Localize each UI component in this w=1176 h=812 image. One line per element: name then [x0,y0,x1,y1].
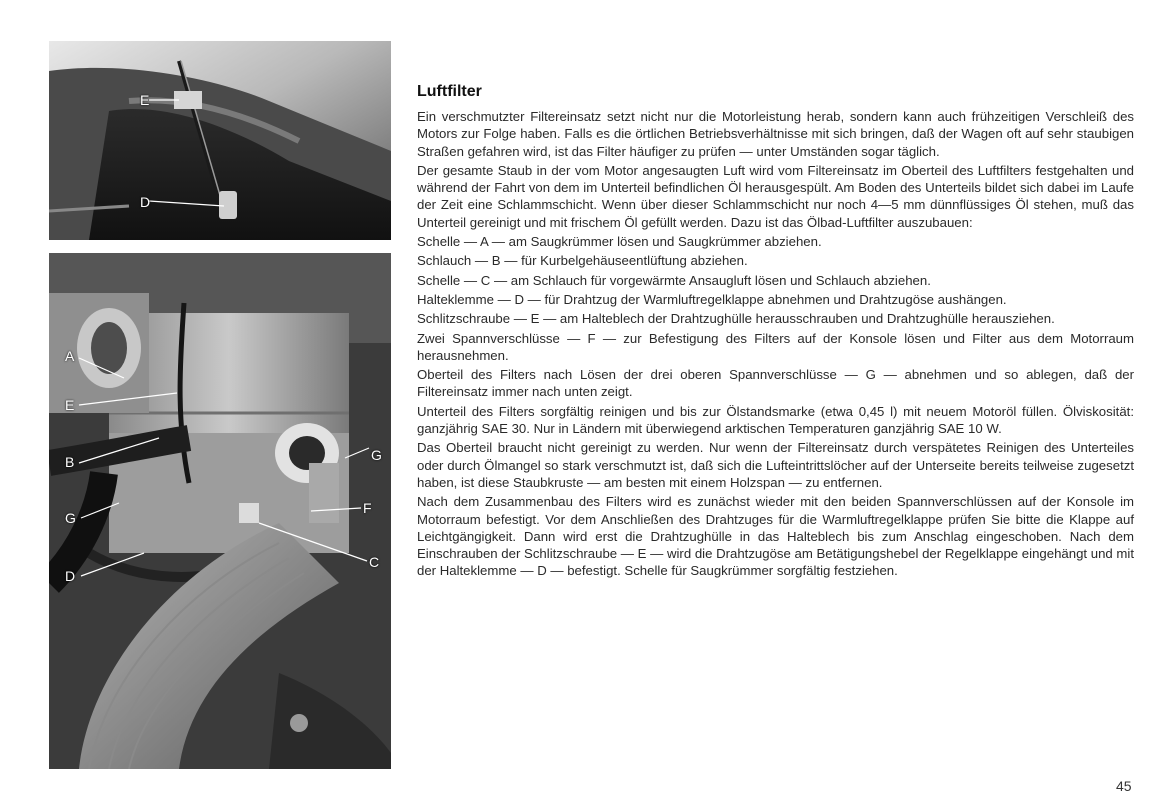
callout-f: F [363,500,372,516]
instruction-step: Oberteil des Filters nach Lösen der drei oberen Spannverschlüsse — G — abnehmen und so ablegen, daß der Filtereinsatz immer nach unten zeigt. [417,367,1134,400]
callout-d: D [65,568,76,584]
paragraph: Der gesamte Staub in der vom Motor angesaugten Luft wird vom Filtereinsatz im Oberteil des Luftfilters festgehalten und während der Fahrt von dem im Unterteil befindlichen Öl herausgespült. Am Boden des Unterteils bildet sich dabei im Laufe der Zeit eine Schlammschicht. Wenn über dieser Schlammschicht nur noch 4—5 mm dünnflüssiges Öl stehen, muß das Unterteil gereinigt und mit frischem Öl gefüllt werden. Dazu ist das Ölbad-Luftfilter auszubauen: [417,162,1134,230]
paragraph: Das Oberteil braucht nicht gereinigt zu werden. Nur wenn der Filtereinsatz durch verspätetes Reinigen des Unterteiles oder durch Ölmangel so stark verschmutzt ist, daß sich die Lufteintrittslöcher auf der Unterseite bereits teilweise zugesetzt haben, ist diese Staubkruste — am besten mit einem Holzspan — zu entfernen. [417,440,1134,490]
instruction-step: Schlitzschraube — E — am Halteblech der Drahtzughülle herausschrauben und Drahtzughülle herausziehen. [417,311,1055,327]
callout-g-left: G [65,510,76,526]
text-column [417,82,1134,582]
callout-a: A [65,348,75,364]
instruction-step: Zwei Spannverschlüsse — F — zur Befestigung des Filters auf der Konsole lösen und Filter aus dem Motorraum herausnehmen. [417,330,1134,363]
photo-air-filter [49,253,391,769]
callout-c: C [369,554,380,570]
instruction-step: Schelle — C — am Schlauch für vorgewärmte Ansaugluft lösen und Schlauch abziehen. [417,272,931,288]
photo-cable-bracket [49,41,391,240]
callout-e: E [65,397,75,413]
instruction-step: Schelle — A — am Saugkrümmer lösen und Saugkrümmer abziehen. [417,234,822,250]
callout-b: B [65,454,75,470]
paragraph: Ein verschmutzter Filtereinsatz setzt nicht nur die Motorleistung herab, sondern kann auch frühzeitigen Verschleiß des Motors zur Folge haben. Falls es die örtlichen Betriebsverhältnisse mit sich bringen, daß der Wagen oft auf sehr staubigen Straßen gefahren wird, ist das Filter häufiger zu prüfen — unter Umständen sogar täglich. [417,109,1134,159]
instruction-step: Schlauch — B — für Kurbelgehäuseentlüftung abziehen. [417,253,748,269]
callout-g-right: G [371,447,382,463]
instruction-step: Halteklemme — D — für Drahtzug der Warmluftregelklappe abnehmen und Drahtzugöse aushängen. [417,291,1007,307]
section-heading: Luftfilter [417,83,482,100]
paragraph: Nach dem Zusammenbau des Filters wird es zunächst wieder mit den beiden Spannverschlüssen auf der Konsole im Motorraum befestigt. Vor dem Anschließen des Drahtzuges für die Warmluftregelklappe prüfen Sie bitte die Klappe auf Leichtgängigkeit. Dann wird erst die Drahtzughülle in das Halteblech bis zum Anschlag eingeschoben. Nach dem Einschrauben der Schlitzschraube — E — wird die Drahtzugöse am Betätigungshebel der Regelklappe eingehängt und mit der Halteklemme — D — befestigt. Schelle für Saugkrümmer sorgfältig festziehen. [417,494,1134,579]
page-number: 45 [1116,778,1132,794]
callout-e: E [140,92,150,108]
callout-d: D [140,194,151,210]
paragraph: Unterteil des Filters sorgfältig reinigen und bis zur Ölstandsmarke (etwa 0,45 l) mit neuem Motoröl füllen. Ölviskosität: ganzjährig SAE 30. Nur in Ländern mit überwiegend arktischen Temperaturen ganzjährig SAE 10 W. [417,403,1134,437]
